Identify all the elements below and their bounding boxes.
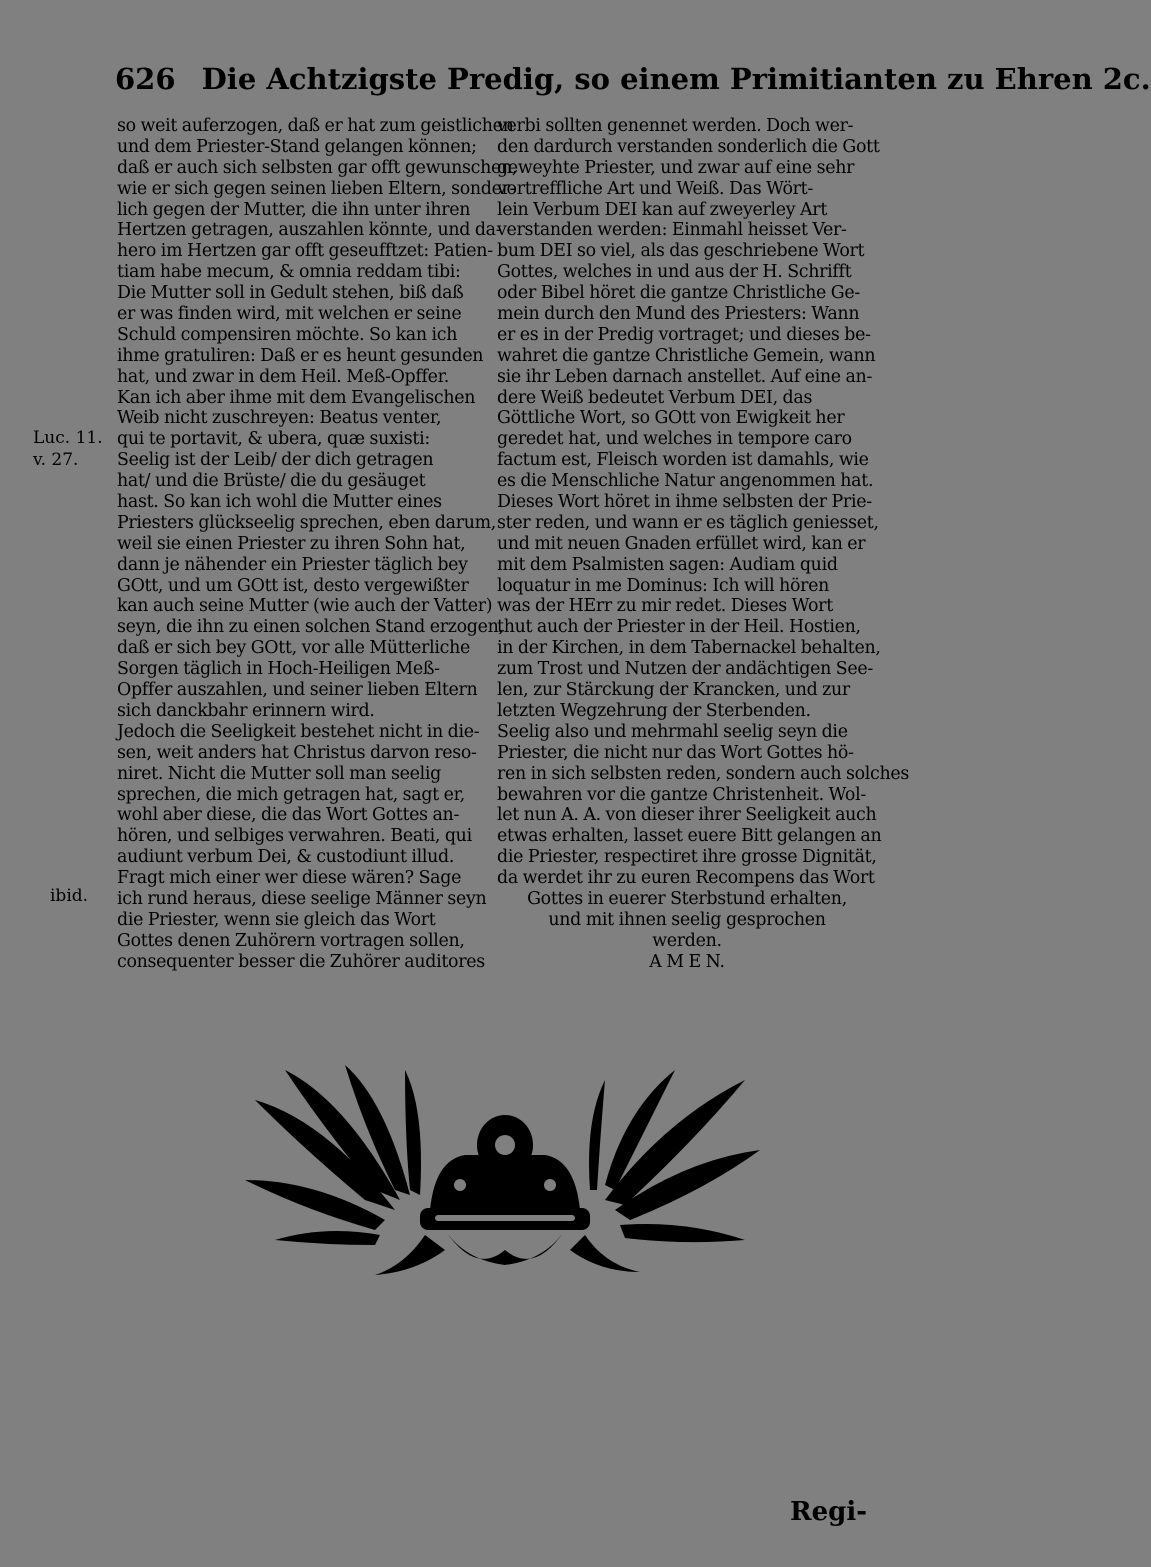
text-line: da werdet ihr zu euren Recompens das Wort bbox=[497, 868, 875, 889]
text-line: Dieses Wort höret in ihme selbsten der Prie- bbox=[497, 492, 872, 513]
text-line: letzten Wegzehrung der Sterbenden. bbox=[497, 700, 811, 721]
text-line: ren in sich selbsten reden, sondern auch solches bbox=[497, 763, 910, 784]
text-line: werden. bbox=[652, 930, 722, 951]
text-line: Göttliche Wort, so GOtt von Ewigkeit her bbox=[497, 408, 845, 429]
text-line: lich gegen der Mutter, die ihn unter ihren bbox=[117, 199, 471, 220]
text-line: ich rund heraus, diese seelige Männer seyn bbox=[117, 888, 487, 909]
text-line: GOtt, und um GOtt ist, desto vergewißter bbox=[117, 575, 469, 596]
text-line: seyn, die ihn zu einen solchen Stand erzogen, bbox=[117, 617, 504, 638]
text-line: let nun A. A. von dieser ihrer Seeligkeit auch bbox=[497, 805, 877, 826]
text-line: Seelig ist der Leib/ der dich getragen bbox=[117, 450, 434, 471]
text-line: mein durch den Mund des Priesters: Wann bbox=[497, 304, 860, 325]
text-line: oder Bibel höret die gantze Christliche Ge- bbox=[497, 283, 860, 304]
text-line: Opffer auszahlen, und seiner lieben Eltern bbox=[117, 680, 478, 701]
text-line: Priester, die nicht nur das Wort Gottes hö- bbox=[497, 742, 854, 763]
text-line: er was finden wird, mit welchen er seine bbox=[117, 304, 462, 325]
text-line: mit dem Psalmisten sagen: Audiam quid bbox=[497, 554, 838, 575]
text-line: A M E N. bbox=[649, 951, 725, 972]
text-line: daß er sich bey GOtt, vor alle Mütterliche bbox=[117, 638, 470, 659]
text-line: Sorgen täglich in Hoch-Heiligen Meß- bbox=[117, 659, 440, 680]
text-line: in der Kirchen, in dem Tabernackel behalten, bbox=[497, 638, 881, 659]
text-line: weil sie einen Priester zu ihren Sohn hat, bbox=[117, 533, 466, 554]
text-line: ster reden, und wann er es täglich geniesset, bbox=[497, 512, 879, 533]
text-line: dann je nähender ein Priester täglich bey bbox=[117, 554, 468, 575]
text-line: audiunt verbum Dei, & custodiunt illud. bbox=[117, 847, 455, 868]
text-line: was der HErr zu mir redet. Dieses Wort bbox=[497, 596, 833, 617]
text-line: niret. Nicht die Mutter soll man seelig bbox=[117, 763, 441, 784]
page-header bbox=[115, 62, 1151, 102]
text-line: und mit ihnen seelig gesprochen bbox=[548, 909, 826, 930]
text-line: bewahren vor die gantze Christenheit. Wol- bbox=[497, 784, 866, 805]
floral-crown-ornament-icon bbox=[245, 1060, 765, 1285]
text-line: verstanden werden: Einmahl heisset Ver- bbox=[497, 220, 847, 241]
text-line: hören, und selbiges verwahren. Beati, qui bbox=[117, 826, 472, 847]
text-line: Jedoch die Seeligkeit bestehet nicht in die- bbox=[117, 721, 480, 742]
text-line: wohl aber diese, die das Wort Gottes an- bbox=[117, 805, 460, 826]
text-line: lein Verbum DEI kan auf zweyerley Art bbox=[497, 199, 828, 220]
text-line: Schuld compensiren möchte. So kan ich bbox=[117, 324, 458, 345]
text-line: dere Weiß bedeutet Verbum DEI, das bbox=[497, 387, 813, 408]
text-line: Weib nicht zuschreyen: Beatus venter, bbox=[117, 408, 442, 429]
text-line: Gottes denen Zuhörern vortragen sollen, bbox=[117, 930, 465, 951]
text-line: Gottes, welches in und aus der H. Schrifft bbox=[497, 262, 852, 283]
margin-note-verse: v. 27. bbox=[33, 450, 79, 470]
catchword: Regi- bbox=[790, 1497, 867, 1527]
running-title: Die Achtzigste Predig, so einem Primitianten zu Ehren 2c. bbox=[201, 62, 1151, 96]
text-line: thut auch der Priester in der Heil. Hostien, bbox=[497, 617, 861, 638]
text-line: bum DEI so viel, als das geschriebene Wort bbox=[497, 241, 865, 262]
text-line: sprechen, die mich getragen hat, sagt er, bbox=[117, 784, 465, 805]
text-line: zum Trost und Nutzen der andächtigen See- bbox=[497, 659, 873, 680]
margin-note-luc: Luc. 11. bbox=[33, 428, 103, 448]
text-line: qui te portavit, & ubera, quæ suxisti: bbox=[117, 429, 430, 450]
page-number: 626 bbox=[115, 62, 176, 96]
text-line: es die Menschliche Natur angenommen hat. bbox=[497, 471, 874, 492]
text-line: er es in der Predig vortraget; und dieses be- bbox=[497, 324, 871, 345]
text-line: Gottes in euerer Sterbstund erhalten, bbox=[527, 888, 847, 909]
text-line: hat/ und die Brüste/ die du gesäuget bbox=[117, 471, 426, 492]
text-line: verbi sollten genennet werden. Doch wer- bbox=[497, 116, 854, 136]
text-line: factum est, Fleisch worden ist damahls, wie bbox=[497, 450, 869, 471]
text-line: etwas erhalten, lasset euere Bitt gelangen an bbox=[497, 826, 882, 847]
text-line: die Priester, respectiret ihre grosse Dignität, bbox=[497, 847, 877, 868]
text-line: sich danckbahr erinnern wird. bbox=[117, 700, 375, 721]
text-line: sen, weit anders hat Christus darvon reso- bbox=[117, 742, 477, 763]
text-line: daß er auch sich selbsten gar offt gewunschen, bbox=[117, 157, 518, 178]
text-line: vortreffliche Art und Weiß. Das Wört- bbox=[497, 178, 813, 199]
text-line: Priesters glückseelig sprechen, eben darum, bbox=[117, 512, 497, 533]
text-line: geweyhte Priester, und zwar auf eine sehr bbox=[497, 157, 855, 178]
text-line: den dardurch verstanden sonderlich die Gott bbox=[497, 136, 880, 157]
text-line: wahret die gantze Christliche Gemein, wann bbox=[497, 345, 876, 366]
text-line: sie ihr Leben darnach anstellet. Auf eine an- bbox=[497, 366, 873, 387]
text-line: geredet hat, und welches in tempore caro bbox=[497, 429, 852, 450]
left-column-text bbox=[117, 116, 518, 973]
text-line: Seelig also und mehrmahl seelig seyn die bbox=[497, 721, 848, 742]
text-line: len, zur Stärckung der Krancken, und zur bbox=[497, 680, 850, 701]
text-line: Kan ich aber ihme mit dem Evangelischen bbox=[117, 387, 476, 408]
text-line: die Priester, wenn sie gleich das Wort bbox=[117, 909, 436, 930]
text-line: Fragt mich einer wer diese wären? Sage bbox=[117, 868, 462, 889]
text-line: loquatur in me Dominus: Ich will hören bbox=[497, 575, 830, 596]
text-line: und mit neuen Gnaden erfüllet wird, kan er bbox=[497, 533, 866, 554]
text-line: kan auch seine Mutter (wie auch der Vatter) bbox=[117, 596, 493, 617]
text-line: so weit auferzogen, daß er hat zum geistlichen bbox=[117, 116, 514, 136]
text-line: Die Mutter soll in Gedult stehen, biß daß bbox=[117, 283, 464, 304]
text-line: tiam habe mecum, & omnia reddam tibi: bbox=[117, 262, 461, 283]
text-line: hat, und zwar in dem Heil. Meß-Opffer. bbox=[117, 366, 449, 387]
margin-note-ibid: ibid. bbox=[50, 886, 89, 906]
text-line: wie er sich gegen seinen lieben Eltern, sonder- bbox=[117, 178, 516, 199]
right-column-text bbox=[497, 116, 910, 973]
text-line: hero im Hertzen gar offt geseufftzet: Patien- bbox=[117, 241, 493, 262]
text-line: consequenter besser die Zuhörer auditores bbox=[117, 951, 485, 972]
text-line: und dem Priester-Stand gelangen können; bbox=[117, 136, 477, 157]
text-line: Hertzen getragen, auszahlen könnte, und da- bbox=[117, 220, 502, 241]
text-line: ihme gratuliren: Daß er es heunt gesunden bbox=[117, 345, 484, 366]
text-line: hast. So kan ich wohl die Mutter eines bbox=[117, 492, 442, 513]
